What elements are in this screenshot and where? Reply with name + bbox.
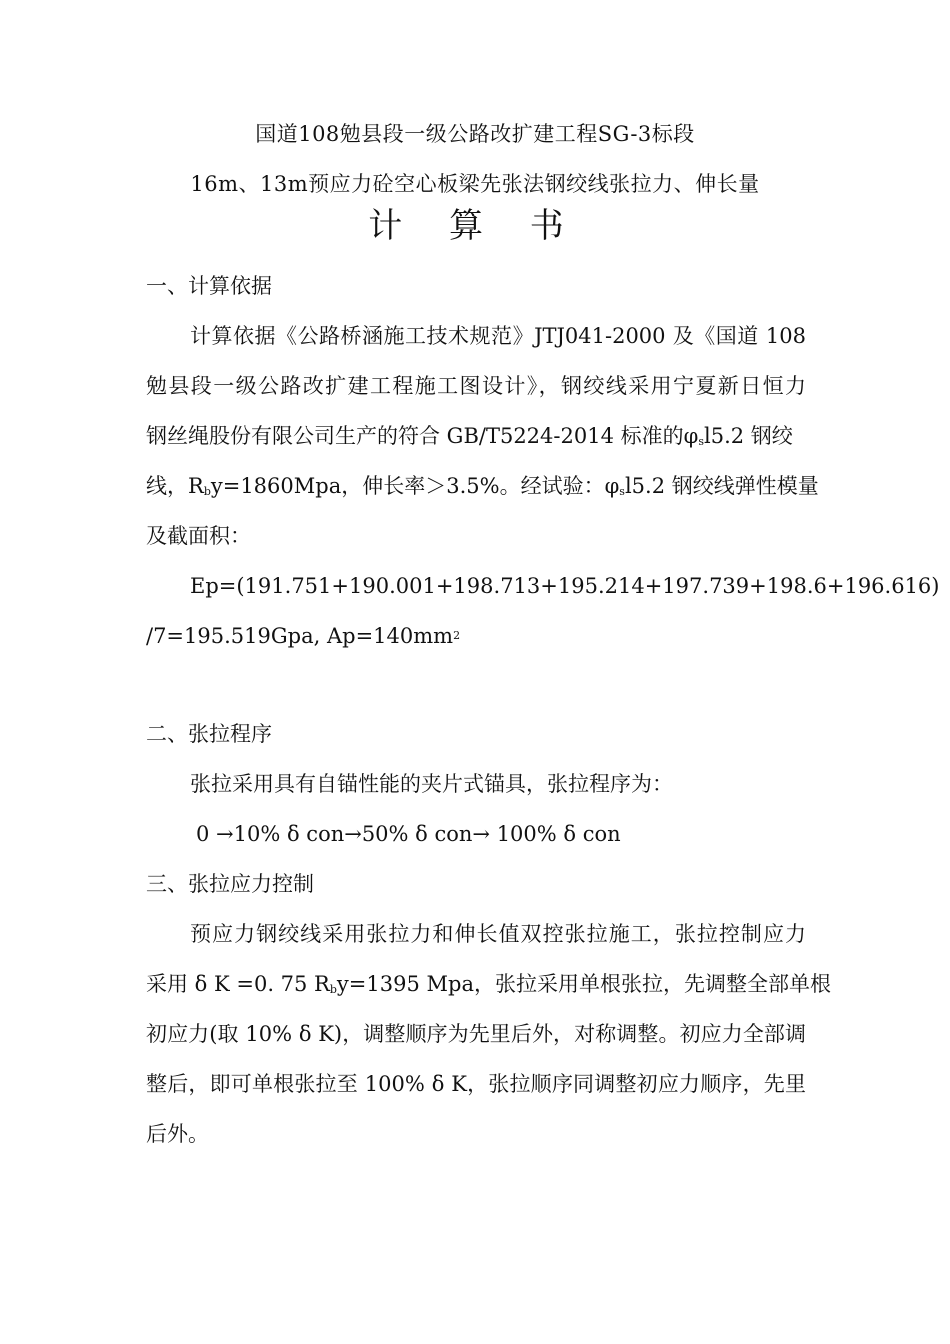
title-line-2: 16m、13m预应力砼空心板梁先张法钢绞线张拉力、伸长量 [190, 172, 760, 196]
para-line-3-text: 钢丝绳股份有限公司生产的符合 GB/T5224-2014 标准的 [146, 424, 684, 448]
section-3-heading: 三、张拉应力控制 [146, 872, 314, 896]
rb-subscript-2: b [329, 983, 337, 996]
section-3-line-2-start: 采用 δ K =0. 75 R [146, 972, 330, 996]
para-line-4-start: 线，R [146, 474, 204, 498]
section-2-para: 张拉采用具有自锚性能的夹片式锚具，张拉程序为： [190, 772, 673, 796]
main-title: 计 算 书 [368, 206, 582, 246]
ap-superscript: 2 [453, 629, 461, 642]
section-1-heading: 一、计算依据 [146, 274, 272, 298]
section-3-line-4: 整后，即可单根张拉至 100% δ K，张拉顺序同调整初应力顺序，先里 [146, 1072, 806, 1096]
section-3-line-5: 后外。 [146, 1122, 209, 1146]
ep-formula-text: /7=195.519Gpa, Ap=140mm [146, 624, 454, 648]
section-3-line-2 [146, 970, 831, 1004]
section-3-line-2-end: y=1395 Mpa，张拉采用单根张拉，先调整全部单根 [336, 972, 831, 996]
tension-sequence: 0 →10% δ con→50% δ con→ 100% δ con [196, 822, 621, 846]
section-1-para-line-3 [146, 422, 806, 456]
ep-formula-line-2 [146, 622, 460, 650]
section-1-para-line-5: 及截面积： [146, 524, 251, 548]
phi-symbol-2: φ [604, 474, 620, 498]
section-1-para-line-1: 计算依据《公路桥涵施工技术规范》JTJ041-2000 及《国道 108 [190, 324, 806, 348]
section-3-line-1: 预应力钢绞线采用张拉力和伸长值双控张拉施工，张拉控制应力 [190, 922, 806, 946]
phi-tail-2: l5.2 钢绞线弹性模量 [624, 474, 819, 498]
title-line-1: 国道108勉县段一级公路改扩建工程SG-3标段 [255, 122, 695, 146]
phi-subscript-2: s [619, 485, 625, 498]
phi-subscript: s [698, 435, 704, 448]
phi-symbol: φ [683, 424, 699, 448]
section-1-para-line-2: 勉县段一级公路改扩建工程施工图设计》，钢绞线采用宁夏新日恒力 [146, 374, 806, 398]
section-1-para-line-4 [146, 472, 819, 506]
phi-tail: l5.2 钢绞 [704, 424, 793, 448]
ep-formula-line-1: Ep=(191.751+190.001+198.713+195.214+197.739+198.6+196.616) [190, 574, 940, 598]
section-3-line-3: 初应力(取 10% δ K)，调整顺序为先里后外，对称调整。初应力全部调 [146, 1022, 806, 1046]
para-line-4-mid: y=1860Mpa，伸长率＞3.5%。经试验： [210, 474, 605, 498]
rb-subscript: b [203, 485, 211, 498]
section-2-heading: 二、张拉程序 [146, 722, 272, 746]
